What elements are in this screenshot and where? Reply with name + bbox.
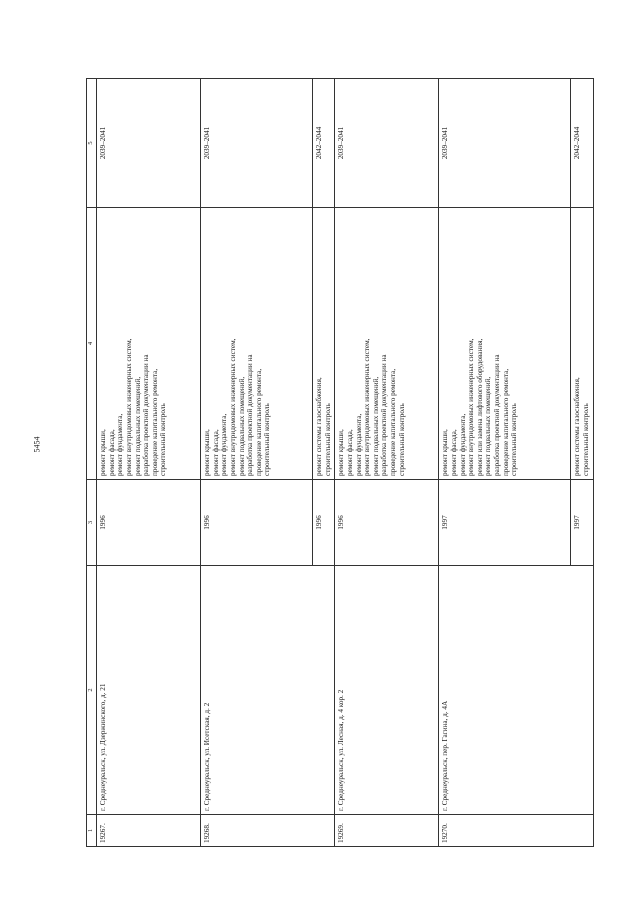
work-item: ремонт внутридомовых инженерных систем, <box>363 338 372 476</box>
work-item: ремонт крыши, <box>203 429 211 476</box>
repair-period: 2039–2041 <box>201 79 313 208</box>
work-item: проведение капитального ремонта, <box>389 368 398 476</box>
build-year: 1996 <box>201 480 313 566</box>
work-item: проведение капитального ремонта, <box>254 368 263 476</box>
build-year: 1997 <box>571 480 593 566</box>
address: г. Среднеуральск, пер. Гагина, д. 4А <box>439 566 593 815</box>
work-item: ремонт фасада, <box>107 429 116 476</box>
column-header-3: 3 <box>87 480 97 566</box>
work-item: разработка проектной документации на <box>380 354 389 476</box>
build-year: 1996 <box>97 480 201 566</box>
page-number: 5454 <box>32 436 42 453</box>
works-list <box>313 208 335 480</box>
row-number: 19267. <box>97 815 201 847</box>
table-row <box>439 79 571 847</box>
work-item: ремонт фасада, <box>345 429 354 476</box>
table-row <box>97 79 201 847</box>
work-item: ремонт подвальных помещений, <box>237 376 246 476</box>
column-header-5: 5 <box>87 79 97 208</box>
work-item: ремонт фундамента, <box>354 413 363 476</box>
build-year: 1996 <box>335 480 439 566</box>
works-list <box>97 208 201 480</box>
work-item: разработка проектной документации на <box>493 354 502 476</box>
work-item: ремонт фундамента, <box>220 413 229 476</box>
works-list <box>335 208 439 480</box>
repair-period: 2042–2044 <box>571 79 593 208</box>
address: г. Среднеуральск, ул. Исетская, д. 2 <box>201 566 335 815</box>
address: г. Среднеуральск, ул. Дзержинского, д. 21 <box>97 566 201 815</box>
row-number: 19269. <box>335 815 439 847</box>
header-row <box>87 79 97 847</box>
column-header-1: 1 <box>87 815 97 847</box>
work-item: ремонт фасада, <box>449 429 458 476</box>
row-number: 19270. <box>439 815 593 847</box>
rotated-table-wrapper <box>86 79 590 847</box>
column-header-2: 2 <box>87 566 97 815</box>
work-item: строительный контроль <box>323 403 332 476</box>
work-item: строительный контроль <box>159 403 168 476</box>
column-header-4: 4 <box>87 208 97 480</box>
work-item: ремонт внутридомовых инженерных систем, <box>467 338 476 476</box>
works-list <box>201 208 313 480</box>
work-item: ремонт подвальных помещений, <box>484 376 493 476</box>
work-item: ремонт системы газоснабжения, <box>315 377 323 476</box>
row-number: 19268. <box>201 815 335 847</box>
work-item: разработка проектной документации на <box>142 354 151 476</box>
work-item: строительный контроль <box>581 403 590 476</box>
works-list <box>571 208 593 480</box>
work-item: ремонт фундамента, <box>116 413 125 476</box>
work-item: строительный контроль <box>397 403 406 476</box>
work-item: строительный контроль <box>510 403 519 476</box>
work-item: ремонт фундамента, <box>458 413 467 476</box>
repair-period: 2039–2041 <box>335 79 439 208</box>
work-item: ремонт фасада, <box>211 429 220 476</box>
build-year: 1997 <box>439 480 571 566</box>
build-year: 1996 <box>313 480 335 566</box>
table-row <box>201 79 313 847</box>
repair-period: 2042–2044 <box>313 79 335 208</box>
work-item: ремонт или замена лифтового оборудования, <box>475 338 484 476</box>
work-item: ремонт подвальных помещений, <box>371 376 380 476</box>
table-row <box>335 79 439 847</box>
repair-schedule-table <box>86 78 594 847</box>
work-item: проведение капитального ремонта, <box>501 368 510 476</box>
work-item: ремонт крыши, <box>99 429 107 476</box>
work-item: ремонт крыши, <box>337 429 346 476</box>
repair-period: 2039–2041 <box>439 79 571 208</box>
work-item: ремонт крыши, <box>441 429 450 476</box>
works-list <box>439 208 571 480</box>
work-item: строительный контроль <box>263 403 272 476</box>
work-item: ремонт системы газоснабжения, <box>573 377 582 476</box>
work-item: разработка проектной документации на <box>246 354 255 476</box>
work-item: ремонт подвальных помещений, <box>133 376 142 476</box>
work-item: ремонт внутридомовых инженерных систем, <box>124 338 133 476</box>
repair-period: 2039–2041 <box>97 79 201 208</box>
work-item: ремонт внутридомовых инженерных систем, <box>228 338 237 476</box>
address: г. Среднеуральск, ул. Лесная, д. 4 кор. 2 <box>335 566 439 815</box>
work-item: проведение капитального ремонта, <box>150 368 159 476</box>
